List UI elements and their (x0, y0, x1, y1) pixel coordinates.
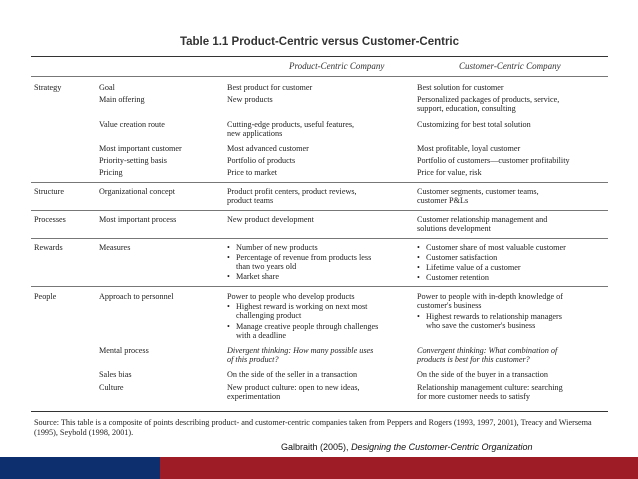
header-rule (31, 76, 608, 77)
product-mental-process: Divergent thinking: How many possible uses of this product? (227, 346, 374, 365)
bullet-dot: • (417, 312, 420, 321)
dimension-culture: Culture (99, 383, 124, 392)
customer-main-offering: Personalized packages of products, service, support, education, consulting (417, 95, 560, 114)
customer-goal: Best solution for customer (417, 83, 504, 92)
customer-measure-item: Customer retention (426, 273, 489, 282)
dimension-priority-setting: Priority-setting basis (99, 156, 167, 165)
category-people: People (34, 292, 57, 301)
citation-author: Galbraith (2005), (281, 442, 349, 452)
footer-band-red (160, 457, 638, 479)
column-header-product: Product-Centric Company (289, 61, 385, 71)
product-main-offering: New products (227, 95, 273, 104)
customer-value-creation: Customizing for best total solution (417, 120, 531, 129)
comparison-table (31, 36, 608, 457)
customer-organizational-concept: Customer segments, customer teams, customer P&Ls (417, 187, 539, 206)
bullet-dot: • (227, 253, 230, 262)
product-culture: New product culture: open to new ideas, experimentation (227, 383, 360, 402)
customer-approach-to-personnel: Power to people with in-depth knowledge of customer's business (417, 292, 563, 311)
product-organizational-concept: Product profit centers, product reviews, product teams (227, 187, 357, 206)
bullet-dot: • (227, 322, 230, 331)
product-priority-setting: Portfolio of products (227, 156, 296, 165)
product-pricing: Price to market (227, 168, 278, 177)
bullet-dot: • (417, 253, 420, 262)
customer-most-important-process: Customer relationship management and solutions development (417, 215, 548, 234)
table-title: Table 1.1 Product-Centric versus Customer-Centric (179, 36, 460, 48)
product-measure-item: Percentage of revenue from products less than two years old (236, 253, 372, 272)
product-sales-bias: On the side of the seller in a transaction (227, 370, 358, 379)
citation (281, 442, 532, 452)
bullet-dot: • (417, 243, 420, 252)
product-most-important-customer: Most advanced customer (227, 144, 309, 153)
dimension-measures: Measures (99, 243, 131, 252)
product-personnel-item: Manage creative people through challenges with a deadline (236, 322, 379, 341)
bullet-dot: • (417, 273, 420, 282)
bottom-rule (31, 411, 608, 412)
bullet-dot: • (227, 302, 230, 311)
bullet-dot: • (227, 243, 230, 252)
product-measure-item: Number of new products (236, 243, 318, 252)
dimension-goal: Goal (99, 83, 115, 92)
citation-work: Designing the Customer-Centric Organization (351, 442, 533, 452)
row-rule (31, 182, 608, 183)
source-note: Source: This table is a composite of points describing product- and customer-centric companies taken from Peppers and Rogers (1993, 1997, 2001), Treacy and Wiersema (1995), Seybold (1998, 2001). (34, 418, 592, 437)
row-rule (31, 286, 608, 287)
customer-personnel-item: Highest rewards to relationship managers who save the customer's business (426, 312, 562, 331)
top-rule (31, 56, 608, 57)
category-rewards: Rewards (34, 243, 63, 252)
customer-mental-process: Convergent thinking: What combination of products is best for this customer? (417, 346, 558, 365)
product-most-important-process: New product development (227, 215, 314, 224)
customer-measure-item: Lifetime value of a customer (426, 263, 521, 272)
dimension-approach-to-personnel: Approach to personnel (99, 292, 174, 301)
product-personnel-item: Highest reward is working on next most challenging product (236, 302, 368, 321)
customer-measure-item: Customer satisfaction (426, 253, 498, 262)
category-strategy: Strategy (34, 83, 62, 92)
category-structure: Structure (34, 187, 65, 196)
dimension-pricing: Pricing (99, 168, 123, 177)
customer-most-important-customer: Most profitable, loyal customer (417, 144, 521, 153)
customer-sales-bias: On the side of the buyer in a transaction (417, 370, 548, 379)
category-processes: Processes (34, 215, 66, 224)
dimension-sales-bias: Sales bias (99, 370, 132, 379)
dimension-most-important-customer: Most important customer (99, 144, 182, 153)
column-header-customer: Customer-Centric Company (459, 61, 561, 71)
row-rule (31, 238, 608, 239)
dimension-most-important-process: Most important process (99, 215, 177, 224)
customer-culture: Relationship management culture: searching for more customer needs to satisfy (417, 383, 563, 402)
customer-measure-item: Customer share of most valuable customer (426, 243, 566, 252)
dimension-main-offering: Main offering (99, 95, 145, 104)
product-approach-to-personnel: Power to people who develop products (227, 292, 355, 301)
product-goal: Best product for customer (227, 83, 313, 92)
bullet-dot: • (227, 272, 230, 281)
dimension-mental-process: Mental process (99, 346, 149, 355)
dimension-organizational-concept: Organizational concept (99, 187, 176, 196)
product-value-creation: Cutting-edge products, useful features, new applications (227, 120, 355, 139)
customer-pricing: Price for value, risk (417, 168, 482, 177)
customer-priority-setting: Portfolio of customers—customer profitability (417, 156, 570, 165)
bullet-dot: • (417, 263, 420, 272)
product-measure-item: Market share (236, 272, 279, 281)
row-rule (31, 210, 608, 211)
footer-band-blue (0, 457, 160, 479)
dimension-value-creation: Value creation route (99, 120, 165, 129)
